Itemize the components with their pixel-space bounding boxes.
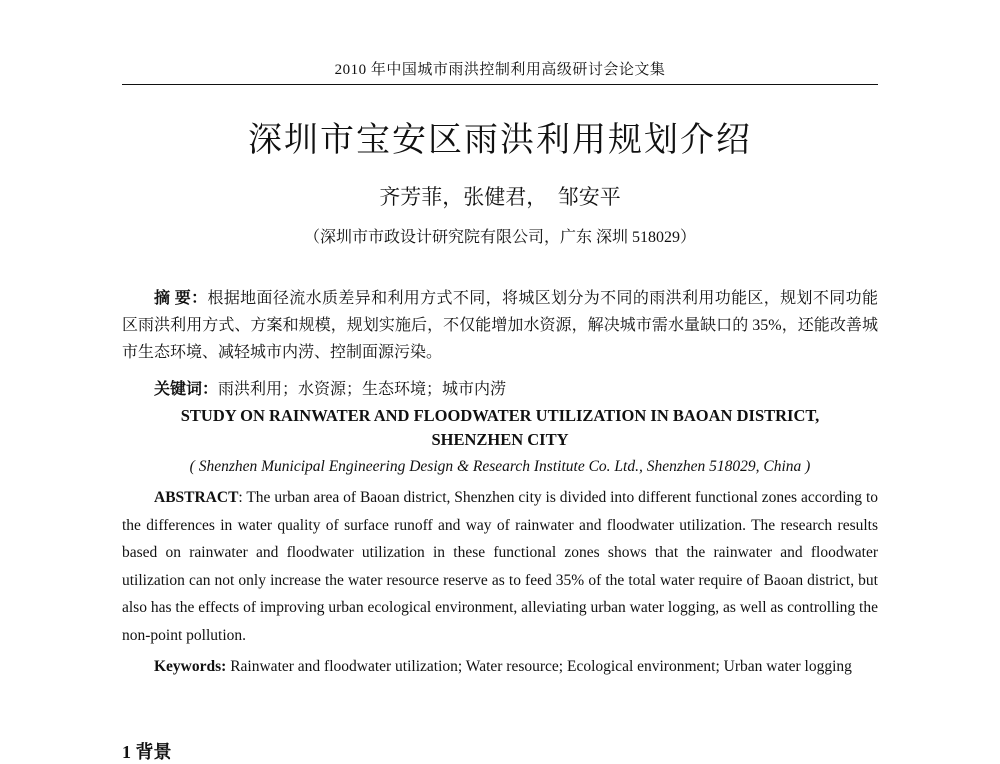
running-head: 2010 年中国城市雨洪控制利用高级研讨会论文集 <box>334 62 666 78</box>
abstract-en-label: ABSTRACT <box>154 489 239 506</box>
keywords-en-text: Rainwater and floodwater utilization; Water resource; Ecological environment; Urban water logging <box>230 658 852 675</box>
abstract-en <box>122 484 878 649</box>
affiliation-cn: （深圳市市政设计研究院有限公司，广东 深圳 518029） <box>303 229 696 246</box>
abstract-en-text: The urban area of Baoan district, Shenzhen city is divided into different functional zones according to the differences in water quality of surface runoff and way of rainwater and floodwater utilization. The research results based on rainwater and floodwater utilization in these functional zones shows that the rainwater and floodwater utilization can not only increase the water resource reserve as to feed 35% of the total water require of Baoan district, but also has the effects of improving urban ecological environment, alleviating urban water logging, as well as controlling the non-point pollution. <box>122 489 878 644</box>
title-en-line2: SHENZHEN CITY <box>431 430 569 449</box>
keywords-en-sep: : <box>221 658 231 675</box>
abstract-en-sep: : <box>238 489 247 506</box>
keywords-cn <box>154 376 874 399</box>
abstract-cn-label: 摘 要： <box>154 290 208 307</box>
keywords-en <box>122 653 878 681</box>
section-1-heading: 1 背景 <box>122 742 172 762</box>
keywords-cn-text: 雨洪利用；水资源；生态环境；城市内涝 <box>218 381 507 398</box>
keywords-cn-label: 关键词： <box>154 381 219 398</box>
abstract-cn-text: 根据地面径流水质差异和利用方式不同，将城区划分为不同的雨洪利用功能区，规划不同功能区雨洪利用方式、方案和规模，规划实施后，不仅能增加水资源，解决城市需水量缺口的 35%，还能改善城市生态环境、减轻城市内涝、控制面源污染。 <box>122 290 878 361</box>
abstract-cn <box>122 285 878 366</box>
header-rule <box>122 84 878 85</box>
paper-title-en <box>122 404 878 452</box>
keywords-en-label: Keywords <box>154 658 222 675</box>
paper-title-cn: 深圳市宝安区雨洪利用规划介绍 <box>248 120 752 160</box>
title-en-line1: STUDY ON RAINWATER AND FLOODWATER UTILIZATION IN BAOAN DISTRICT, <box>180 406 820 425</box>
affiliation-en: ( Shenzhen Municipal Engineering Design & Research Institute Co. Ltd., Shenzhen 518029, China ) <box>189 458 811 475</box>
authors-cn: 齐芳菲，张健君， 邹安平 <box>379 185 621 209</box>
